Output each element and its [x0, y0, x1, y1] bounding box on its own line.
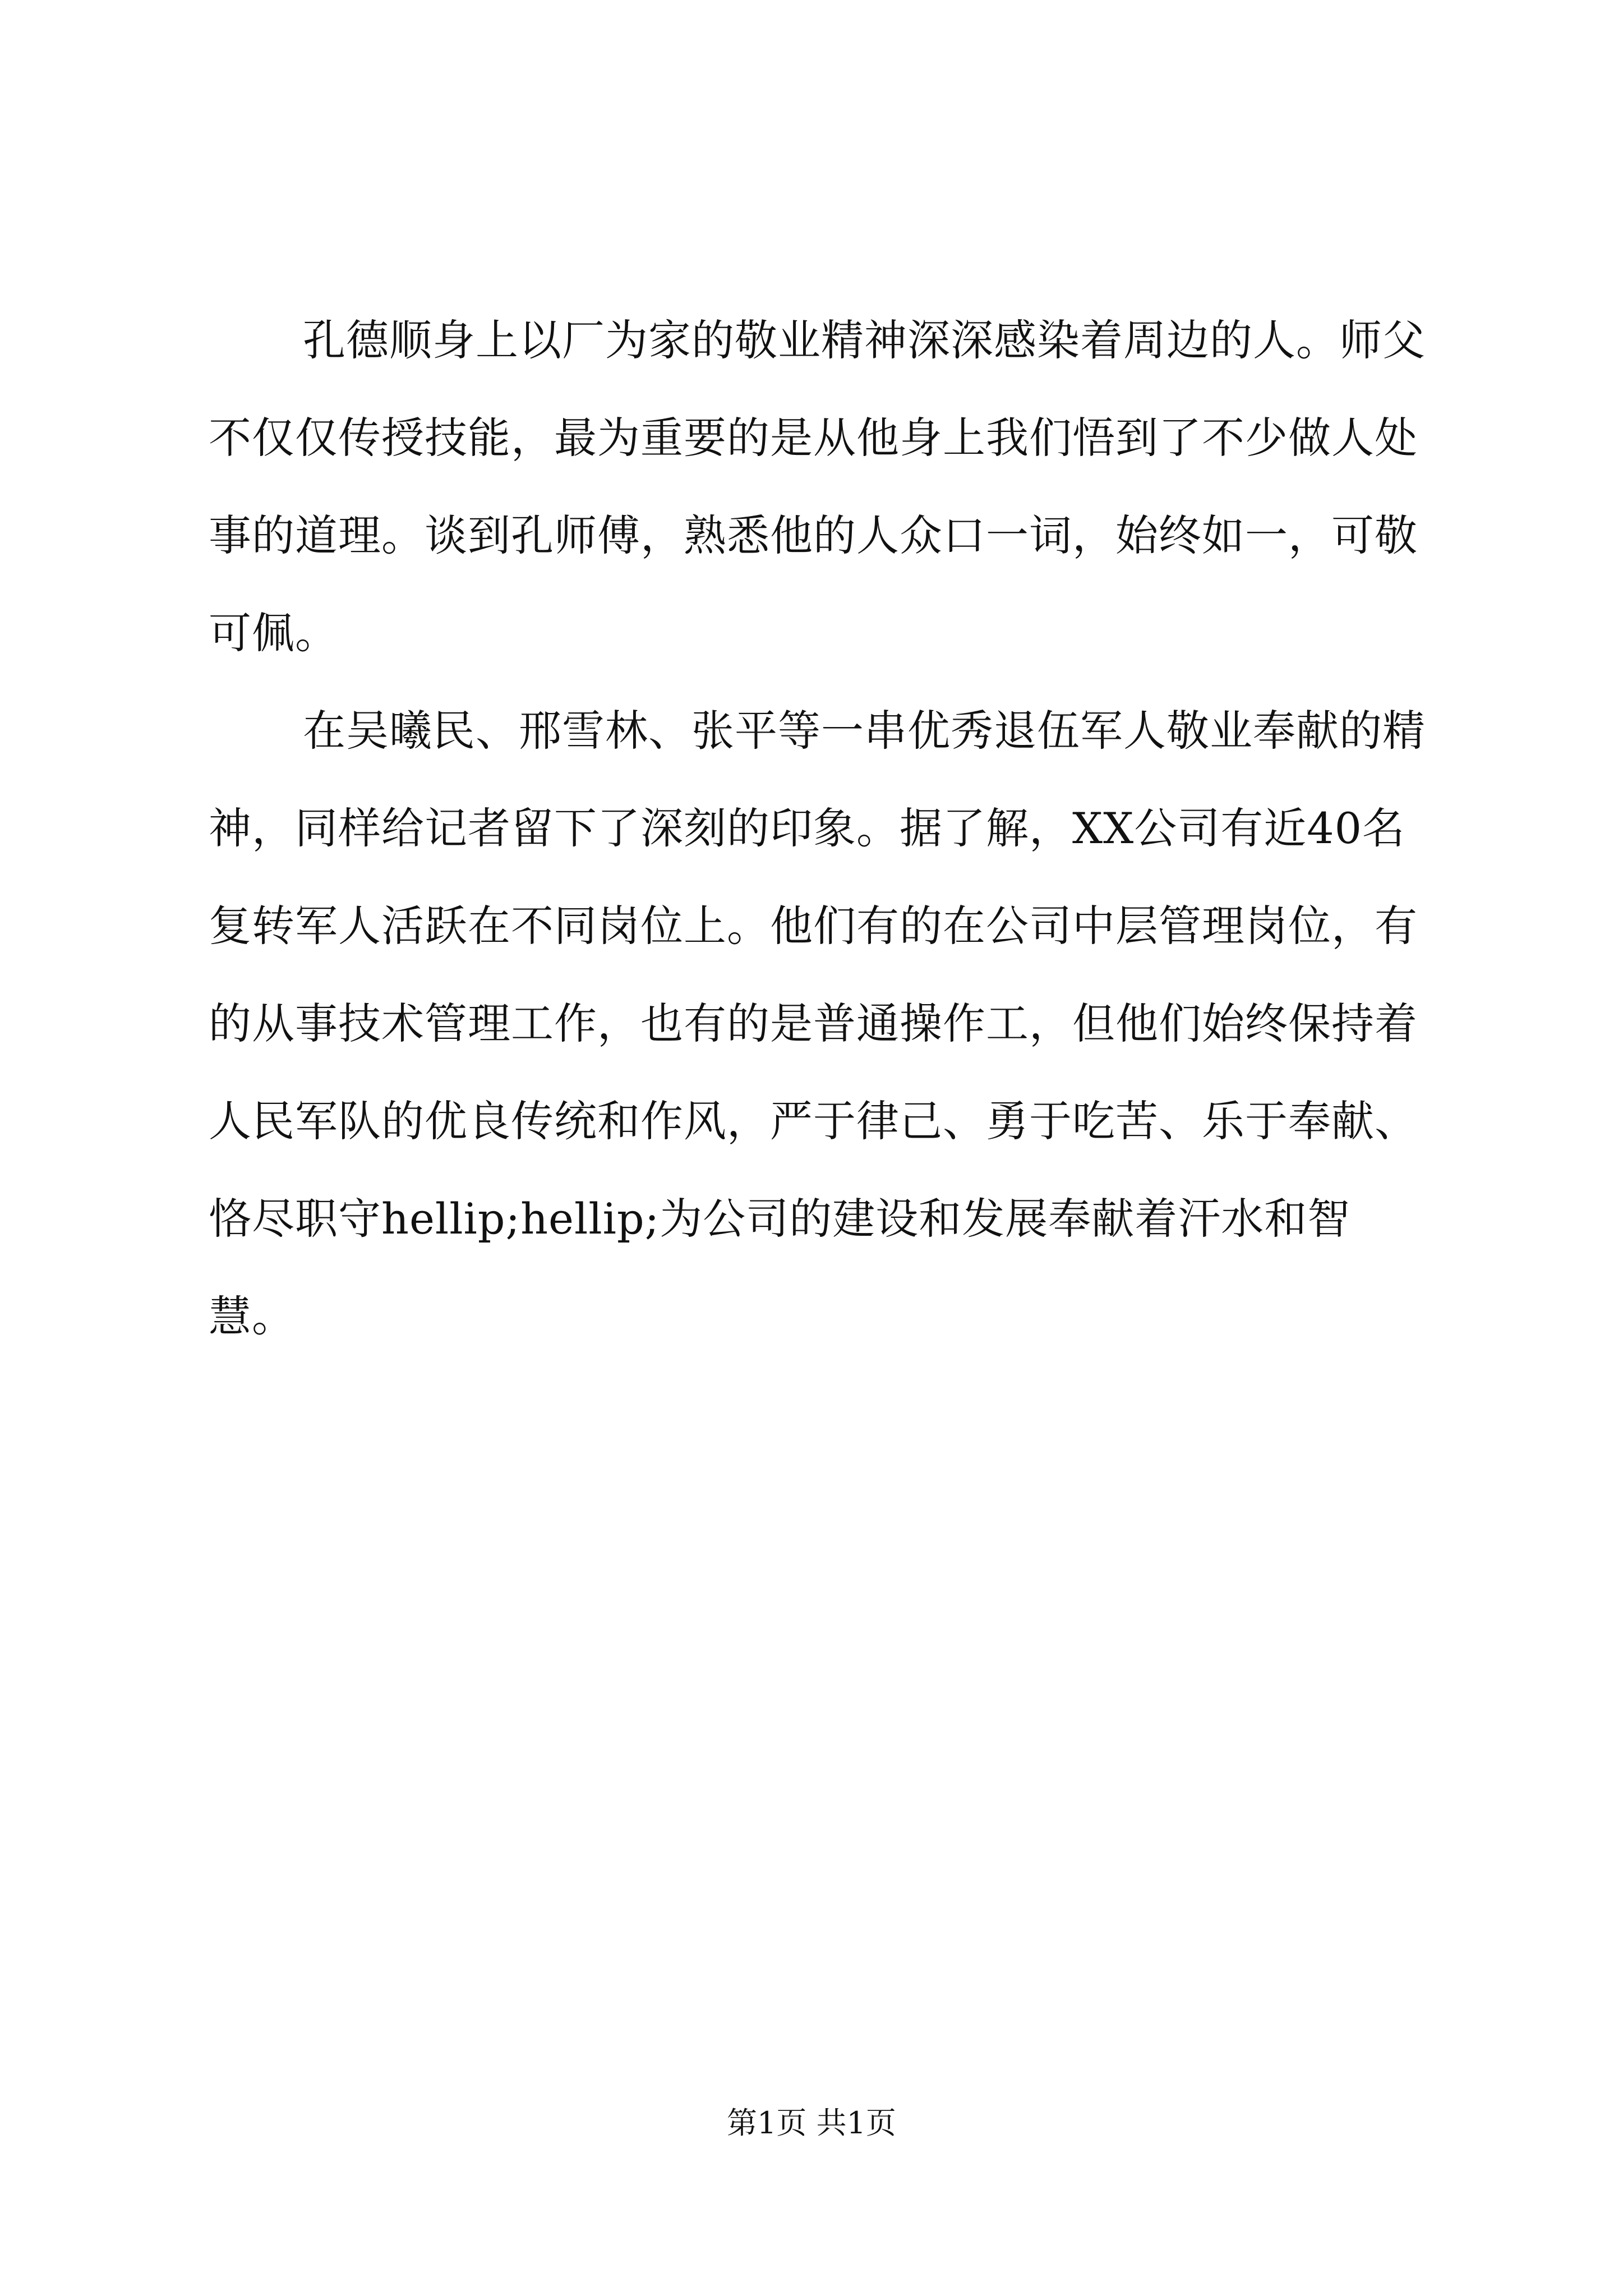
page-number-footer: 第1页 共1页: [727, 2105, 896, 2141]
paragraph-line: 在吴曦民、邢雪林、张平等一串优秀退伍军人敬业奉献的精: [303, 706, 1426, 756]
paragraph-line: 慧。: [209, 1291, 295, 1341]
paragraph-2: [209, 682, 1426, 1365]
paragraph-line: 不仅仅传授技能，最为重要的是从他身上我们悟到了不少做人处: [209, 413, 1418, 463]
paragraph-1: [209, 292, 1426, 682]
paragraph-line: 人民军队的优良传统和作风，严于律己、勇于吃苦、乐于奉献、: [209, 1096, 1418, 1146]
paragraph-line: 神，同样给记者留下了深刻的印象。据了解，XX公司有近40名: [209, 803, 1405, 853]
paragraph-line: 恪尽职守hellip;hellip;为公司的建设和发展奉献着汗水和智: [209, 1194, 1351, 1244]
paragraph-line: 孔德顺身上以厂为家的敬业精神深深感染着周边的人。师父: [303, 315, 1426, 365]
paragraph-line: 复转军人活跃在不同岗位上。他们有的在公司中层管理岗位，有: [209, 901, 1418, 951]
paragraph-line: 可佩。: [209, 608, 338, 658]
paragraph-line: 事的道理。谈到孔师傅，熟悉他的人众口一词，始终如一，可敬: [209, 510, 1418, 560]
paragraph-line: 的从事技术管理工作，也有的是普通操作工，但他们始终保持着: [209, 999, 1418, 1048]
document-body: [209, 292, 1426, 1365]
